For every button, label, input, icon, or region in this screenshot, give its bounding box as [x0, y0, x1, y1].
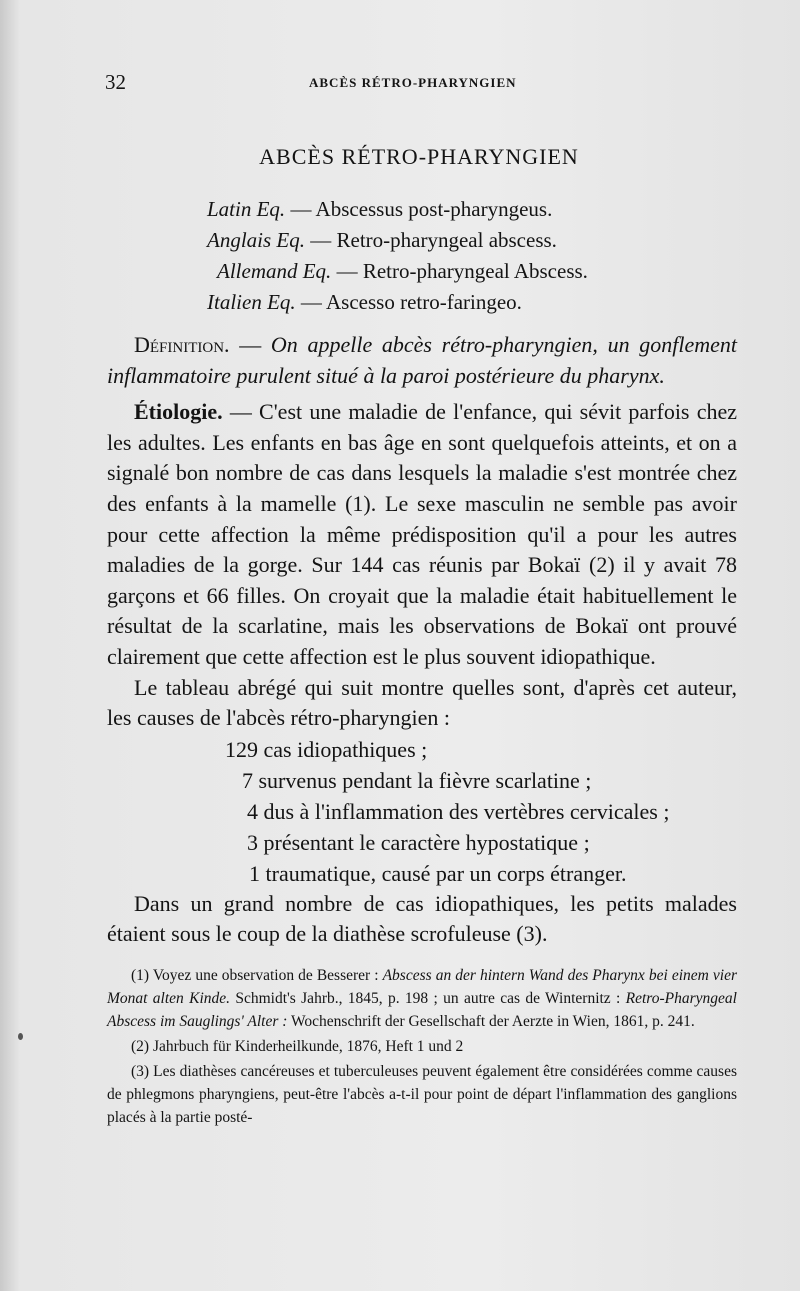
running-head — [107, 66, 737, 100]
synonym-separator: — — [331, 259, 363, 283]
synonym-anglais — [207, 225, 737, 256]
footnote-3: (3) Les diathèses cancéreuses et tuberculeuses peuvent également être considérées comme causes de phlegmons pharyngiens, peut-être l'abcès a-t-il pour point de départ l'inflammation des ganglions placés à la partie posté- — [107, 1062, 737, 1126]
cause-item: 3 présentant le caractère hypostatique ; — [247, 829, 590, 855]
footnote-text: (1) Voyez une observation de Besserer : — [131, 966, 383, 984]
definition-paragraph — [107, 330, 737, 391]
causes-list — [225, 734, 737, 889]
definition-label: Définition. — [134, 332, 230, 357]
synonym-term: Retro-pharyngeal Abscess. — [362, 259, 588, 283]
synonym-term: Ascesso retro-faringeo. — [326, 290, 522, 314]
synonym-italien — [207, 287, 737, 318]
ink-speck — [18, 1033, 23, 1040]
synonym-term: Abscessus post-pharyngeus. — [315, 197, 553, 221]
etiologie-text: C'est une maladie de l'enfance, qui sévit parfois chez les adultes. Les enfants en bas âge en sont quelquefois atteints, et on a signalé bon nombre de cas dans lesquels la maladie s'est montrée chez des enfants à la mamelle (1). Le sexe masculin ne semble pas avoir pour cette affection la même prédisposition qu'il a pour les autres maladies de la gorge. Sur 144 cas réunis par Bokaï (2) il y avait 78 garçons et 66 filles. On croyait que la maladie était habituellement le résultat de la scarlatine, mais les observations de Bokaï ont prouvé clairement que cette affection est le plus souvent idiopathique. — [107, 399, 738, 669]
tableau-intro-paragraph: Le tableau abrégé qui suit montre quelles sont, d'après cet auteur, les causes de l'abcès rétro-pharyngien : — [107, 674, 737, 731]
running-title: ABCÈS RÉTRO-PHARYNGIEN — [309, 75, 517, 90]
cause-item: 129 cas idiopathiques ; — [225, 736, 428, 762]
synonym-term: Retro-pharyngeal abscess. — [336, 228, 557, 252]
synonym-list — [207, 194, 737, 318]
synonym-separator: — — [295, 290, 326, 314]
etiologie-paragraph — [107, 397, 737, 672]
page-content — [107, 66, 737, 1131]
cause-item: 7 survenus pendant la fièvre scarlatine ; — [242, 767, 592, 793]
definition-separator: — — [229, 332, 271, 357]
etiologie-separator: — — [222, 399, 260, 425]
footnotes — [107, 964, 737, 1129]
synonym-separator: — — [305, 228, 337, 252]
footnote-text: Wochenschrift der Gesellschaft der Aerzte in Wien, 1861, p. 241. — [287, 1012, 695, 1030]
footnote-2: (2) Jahrbuch für Kinderheilkunde, 1876, Heft 1 und 2 — [131, 1037, 464, 1055]
synonym-language: Anglais Eq. — [207, 228, 305, 252]
definition-text: On appelle abcès rétro-pharyngien, un gonflement inflammatoire purulent situé à la paroi postérieure du pharynx. — [107, 332, 737, 388]
synonym-language: Allemand Eq. — [217, 259, 332, 283]
closing-paragraph: Dans un grand nombre de cas idiopathiques, les petits malades étaient sous le coup de la diathèse scrofuleuse (3). — [107, 890, 737, 947]
synonym-language: Italien Eq. — [207, 290, 296, 314]
page-number: 32 — [105, 70, 126, 94]
cause-item: 1 traumatique, causé par un corps étranger. — [249, 860, 627, 886]
chapter-title: ABCÈS RÉTRO-PHARYNGIEN — [259, 144, 579, 169]
etiologie-label: Étiologie. — [134, 399, 223, 425]
footnote-title: Abscess an der hintern Wand des Pharynx bei einem vier Monat alten Kinde. — [107, 966, 737, 1007]
synonym-language: Latin Eq. — [207, 197, 286, 221]
footnote-text: Schmidt's Jahrb., 1845, p. 198 ; un autre cas de Winternitz : — [230, 989, 626, 1007]
synonym-latin — [207, 194, 737, 225]
footnote-1 — [107, 964, 737, 1033]
synonym-separator: — — [285, 197, 316, 221]
footnote-title: Retro-Pharyngeal Abscess im Sauglings' Alter : — [107, 989, 737, 1030]
synonym-allemand — [217, 256, 737, 287]
cause-item: 4 dus à l'inflammation des vertèbres cervicales ; — [247, 798, 670, 824]
